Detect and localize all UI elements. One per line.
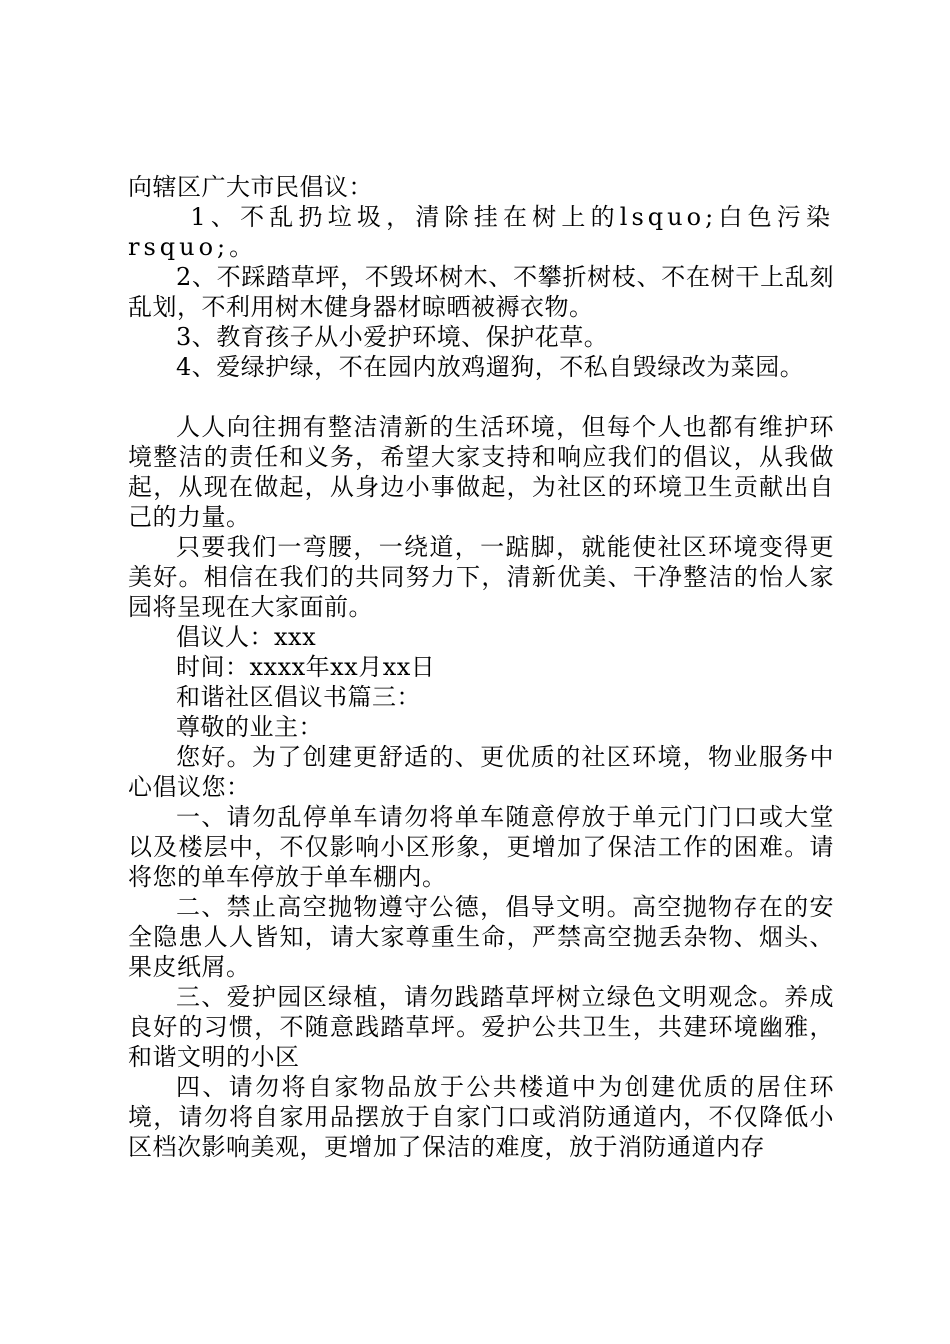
intro-line: 向辖区广大市民倡议：: [128, 173, 373, 201]
paragraph-responsibility: 人人向往拥有整洁清新的生活环境，但每个人也都有维护环境整洁的责任和义务，希望大家支持和响应我们的倡议，从我做起，从现在做起，从身边小事做起，为社区的环境卫生贡献出自己的力量。: [128, 413, 834, 531]
proposal-item-3: 3、教育孩子从小爱护环境、保护花草。: [176, 323, 609, 351]
proposal-item-4: 4、爱绿护绿，不在园内放鸡遛狗，不私自毁绿改为菜园。: [176, 353, 805, 381]
proposer-line: 倡议人：xxx: [176, 623, 317, 651]
salutation: 尊敬的业主：: [176, 713, 323, 741]
point-high-throwing: 二、禁止高空抛物遵守公德，倡导文明。高空抛物存在的安全隐患人人皆知，请大家尊重生命，严禁高空抛丢杂物、烟头、果皮纸屑。: [128, 893, 834, 981]
section-title: 和谐社区倡议书篇三：: [176, 683, 421, 711]
proposal-item-1: 1、不乱扔垃圾，清除挂在树上的lsquo;白色污染rsquo;。: [128, 203, 834, 261]
point-corridor: 四、请勿将自家物品放于公共楼道中为创建优质的居住环境，请勿将自家用品摆放于自家门口或消防通道内，不仅降低小区档次影响美观，更增加了保洁的难度，放于消防通道内存: [128, 1073, 834, 1161]
proposal-item-2: 2、不踩踏草坪，不毁坏树木、不攀折树枝、不在树干上乱刻乱划，不利用树木健身器材晾晒被褥衣物。: [128, 263, 834, 321]
document-body: [128, 172, 834, 1162]
point-bicycles: 一、请勿乱停单车请勿将单车随意停放于单元门门口或大堂以及楼层中，不仅影响小区形象，更增加了保洁工作的困难。请将您的单车停放于单车棚内。: [128, 803, 834, 891]
point-greenery: 三、爱护园区绿植，请勿践踏草坪树立绿色文明观念。养成良好的习惯，不随意践踏草坪。爱护公共卫生，共建环境幽雅，和谐文明的小区: [128, 983, 834, 1071]
greeting: 您好。为了创建更舒适的、更优质的社区环境，物业服务中心倡议您：: [128, 743, 834, 801]
date-line: 时间：xxxx年xx月xx日: [176, 653, 436, 681]
paragraph-together: 只要我们一弯腰，一绕道，一踮脚，就能使社区环境变得更美好。相信在我们的共同努力下，清新优美、干净整洁的怡人家园将呈现在大家面前。: [128, 533, 834, 621]
